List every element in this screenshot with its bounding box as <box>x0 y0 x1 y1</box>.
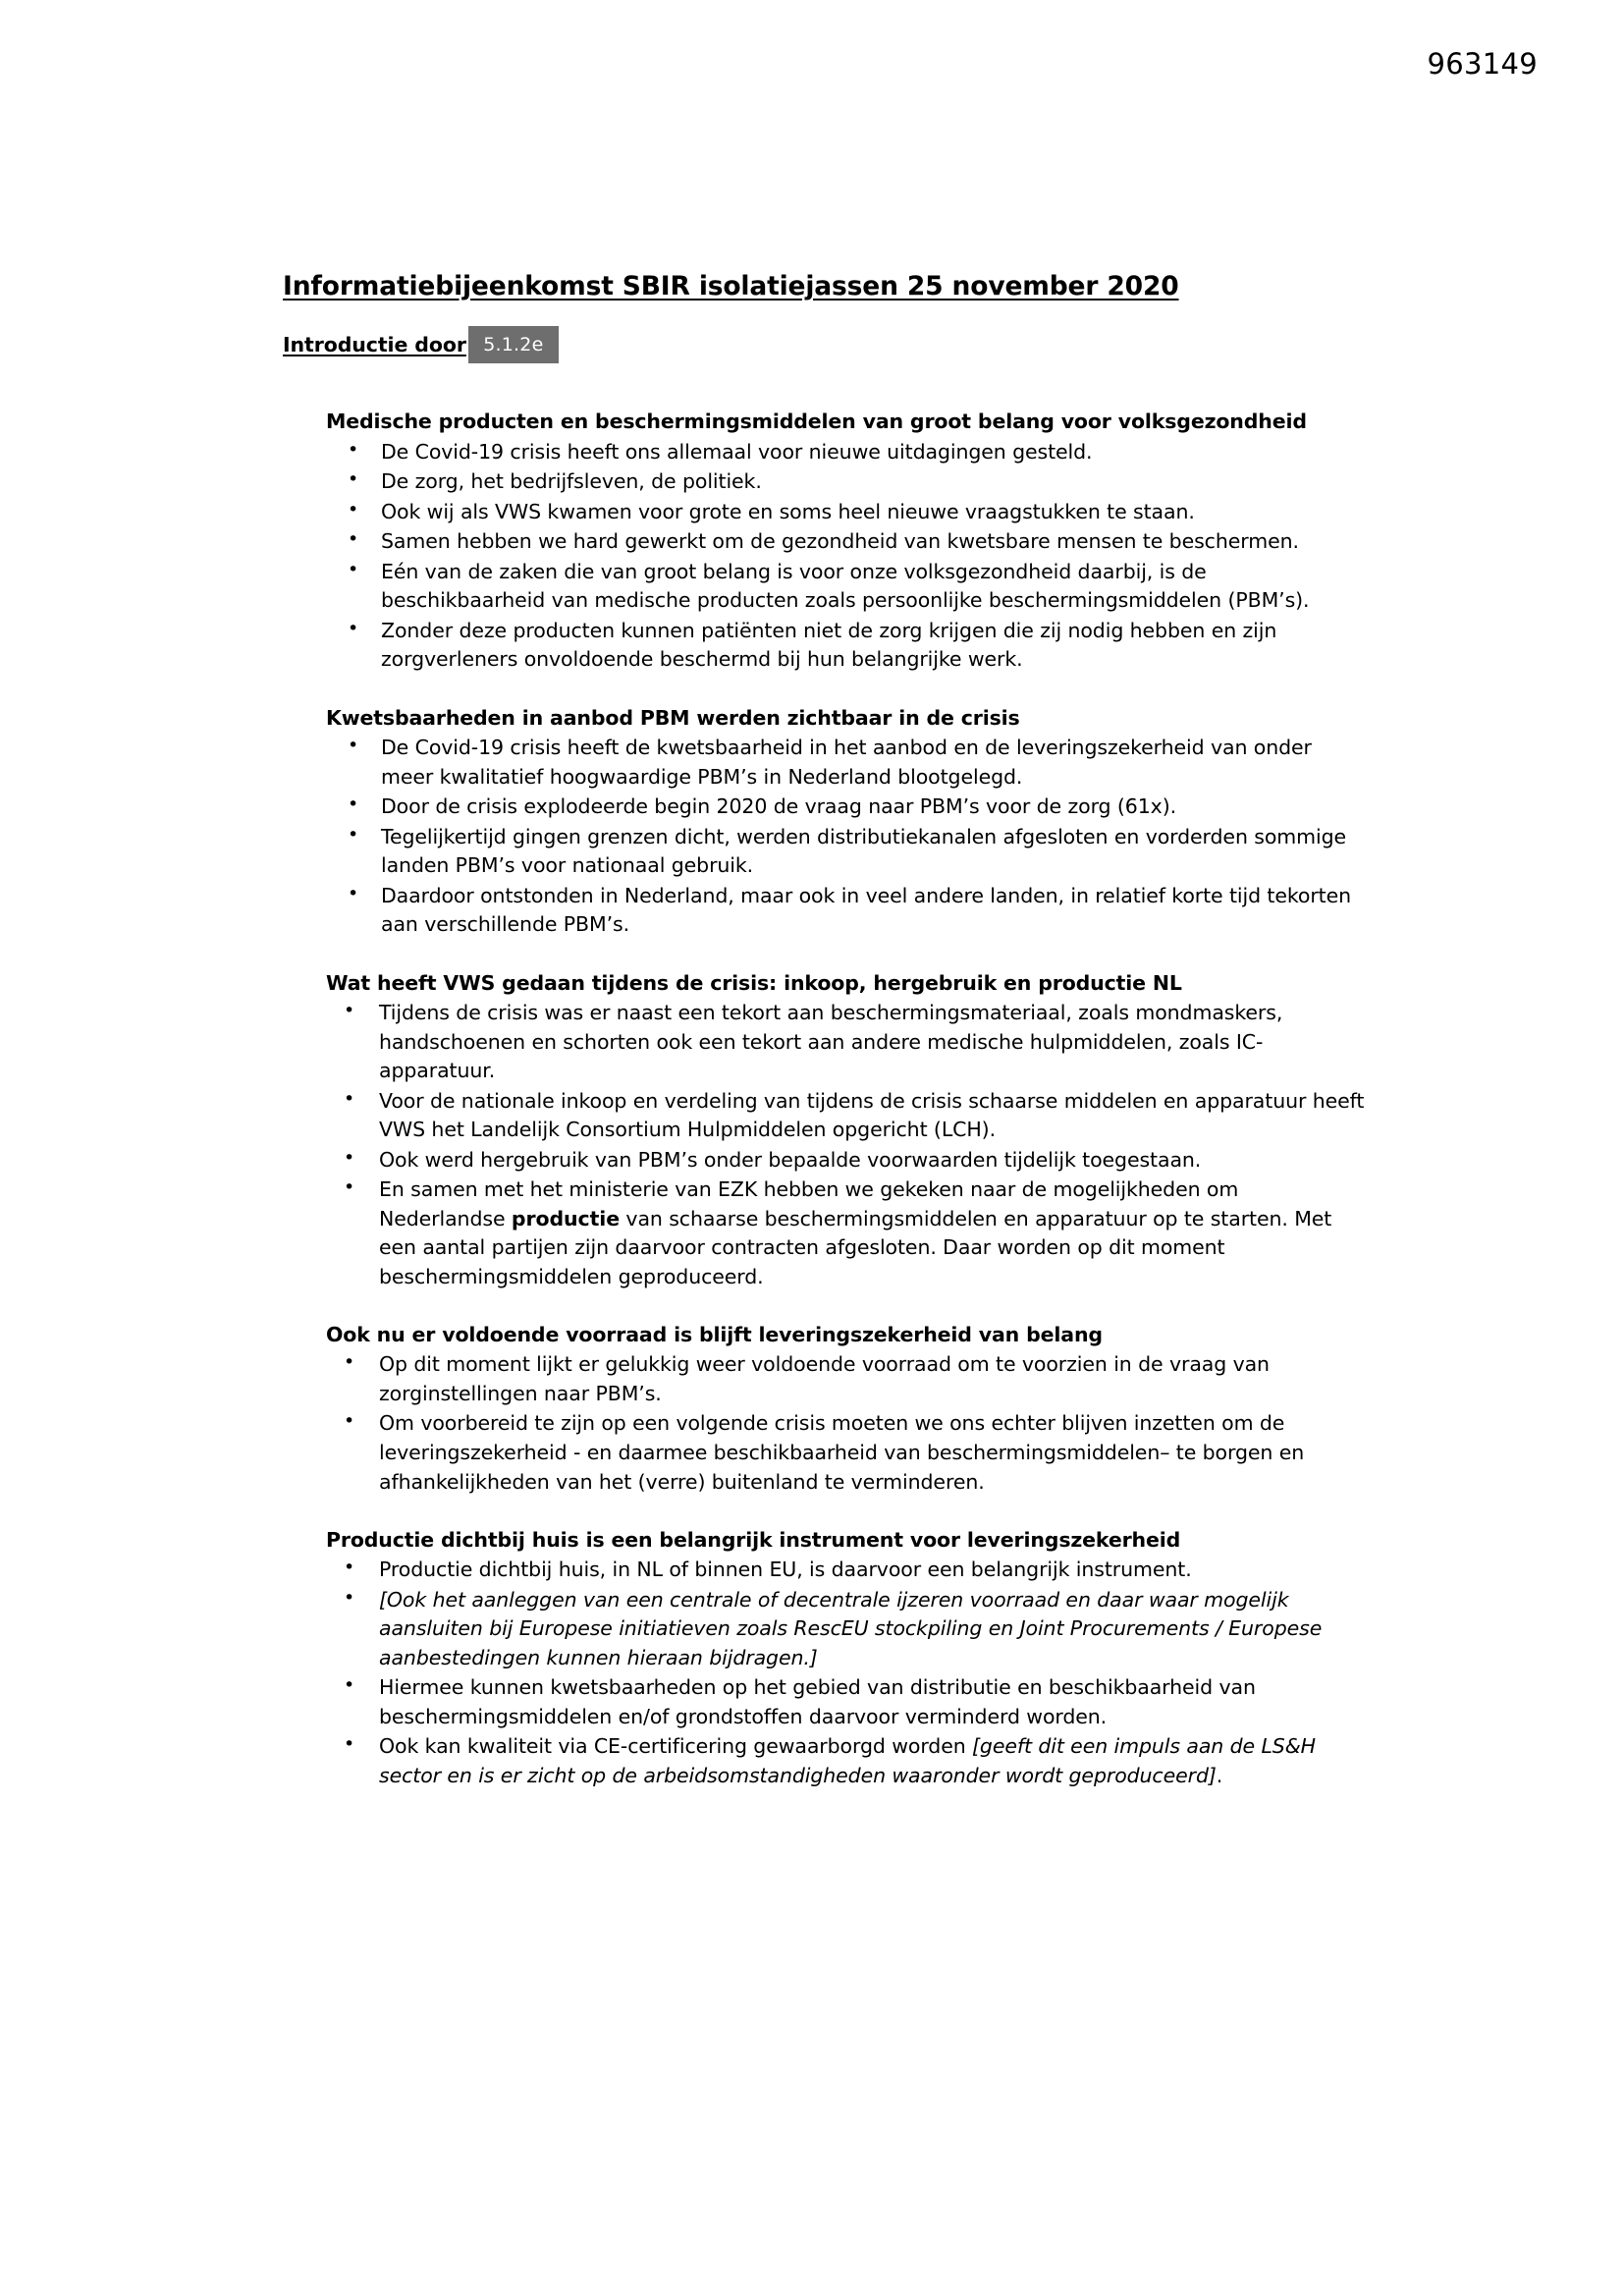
bullet-item: • [Ook het aanleggen van een centrale of decentrale ijzeren voorraad en daar waar mogelijk aansluiten bij Europese initiatieven zoals RescEU stockpiling en Joint Procurements / Europese aanbestedingen kunnen hieraan bijdragen.] <box>326 1586 1367 1673</box>
bullet-item: • Zonder deze producten kunnen patiënten niet de zorg krijgen die zij nodig hebben en zijn zorgverleners onvoldoende beschermd bij hun belangrijke werk. <box>326 617 1367 675</box>
page-title: Informatiebijeenkomst SBIR isolatiejassen 25 november 2020 <box>283 271 1179 301</box>
bullet-item: • Door de crisis explodeerde begin 2020 de vraag naar PBM’s voor de zorg (61x). <box>326 793 1367 822</box>
document-body <box>283 270 1392 1791</box>
section-heading: Ook nu er voldoende voorraad is blijft leveringszekerheid van belang <box>326 1323 1103 1347</box>
bullet-item: • De Covid-19 crisis heeft ons allemaal voor nieuwe uitdagingen gesteld. <box>326 438 1367 467</box>
bullet-item: • Eén van de zaken die van groot belang is voor onze volksgezondheid daarbij, is de beschikbaarheid van medische producten zoals persoonlijke beschermingsmiddelen (PBM’s). <box>326 558 1367 616</box>
section-wat-heeft-vws-gedaan <box>326 969 1367 1291</box>
bullet-item: • Tegelijkertijd gingen grenzen dicht, werden distributiekanalen afgesloten en vorderden sommige landen PBM’s voor nationaal gebruik. <box>326 823 1367 881</box>
bullet-item: • En samen met het ministerie van EZK hebben we gekeken naar de mogelijkheden om Nederlandse productie van schaarse beschermingsmiddelen en apparatuur op te starten. Met een aantal partijen zijn daarvoor contracten afgesloten. Daar worden op dit moment beschermingsmiddelen geproduceerd. <box>326 1175 1367 1291</box>
introduction-line <box>283 327 1392 362</box>
bullet-list <box>326 734 1367 940</box>
section-heading: Kwetsbaarheden in aanbod PBM werden zichtbaar in de crisis <box>326 705 1020 730</box>
section-heading: Medische producten en beschermingsmiddelen van groot belang voor volksgezondheid <box>326 410 1307 434</box>
sections-container <box>326 408 1367 1790</box>
section-heading: Productie dichtbij huis is een belangrijk instrument voor leveringszekerheid <box>326 1528 1181 1553</box>
introduction-label: Introductie door <box>283 333 466 357</box>
section-heading: Wat heeft VWS gedaan tijdens de crisis: inkoop, hergebruik en productie NL <box>326 970 1182 995</box>
bullet-item: • Ook kan kwaliteit via CE-certificering gewaarborgd worden [geeft dit een impuls aan de LS&H sector en is er zicht op de arbeidsomstandigheden waaronder wordt geproduceerd]. <box>326 1732 1367 1790</box>
section-productie-dichtbij-huis <box>326 1526 1367 1790</box>
bullet-list <box>326 999 1367 1291</box>
bullet-list <box>326 1350 1367 1497</box>
bullet-item: • Tijdens de crisis was er naast een tekort aan beschermingsmateriaal, zoals mondmaskers, handschoenen en schorten ook een tekort aan andere medische hulpmiddelen, zoals IC-apparatuur. <box>326 999 1367 1086</box>
bullet-item: • Samen hebben we hard gewerkt om de gezondheid van kwetsbare mensen te beschermen. <box>326 527 1367 557</box>
bullet-item: • De zorg, het bedrijfsleven, de politiek. <box>326 467 1367 497</box>
bullet-item: • Voor de nationale inkoop en verdeling van tijdens de crisis schaarse middelen en apparatuur heeft VWS het Landelijk Consortium Hulpmiddelen opgericht (LCH). <box>326 1087 1367 1145</box>
section-voldoende-voorraad <box>326 1321 1367 1497</box>
bullet-item: • Daardoor ontstonden in Nederland, maar ook in veel andere landen, in relatief korte tijd tekorten aan verschillende PBM’s. <box>326 882 1367 940</box>
bullet-item: • Op dit moment lijkt er gelukkig weer voldoende voorraad om te voorzien in de vraag van zorginstellingen naar PBM’s. <box>326 1350 1367 1408</box>
bullet-item: • Om voorbereid te zijn op een volgende crisis moeten we ons echter blijven inzetten om de leveringszekerheid - en daarmee beschikbaarheid van beschermingsmiddelen– te borgen en afhankelijkheden van het (verre) buitenland te verminderen. <box>326 1409 1367 1497</box>
bullet-item: • Productie dichtbij huis, in NL of binnen EU, is daarvoor een belangrijk instrument. <box>326 1556 1367 1585</box>
page-number: 963149 <box>1427 47 1538 81</box>
bullet-item: • Hiermee kunnen kwetsbaarheden op het gebied van distributie en beschikbaarheid van beschermingsmiddelen en/of grondstoffen daarvoor verminderd worden. <box>326 1673 1367 1731</box>
redaction-badge: 5.1.2e <box>468 326 559 363</box>
bullet-list <box>326 438 1367 675</box>
bullet-list <box>326 1556 1367 1790</box>
section-medische-producten <box>326 408 1367 674</box>
bullet-item: • Ook werd hergebruik van PBM’s onder bepaalde voorwaarden tijdelijk toegestaan. <box>326 1146 1367 1175</box>
bullet-item: • Ook wij als VWS kwamen voor grote en soms heel nieuwe vraagstukken te staan. <box>326 498 1367 527</box>
section-kwetsbaarheden-aanbod <box>326 704 1367 940</box>
bullet-item: • De Covid-19 crisis heeft de kwetsbaarheid in het aanbod en de leveringszekerheid van onder meer kwalitatief hoogwaardige PBM’s in Nederland blootgelegd. <box>326 734 1367 792</box>
